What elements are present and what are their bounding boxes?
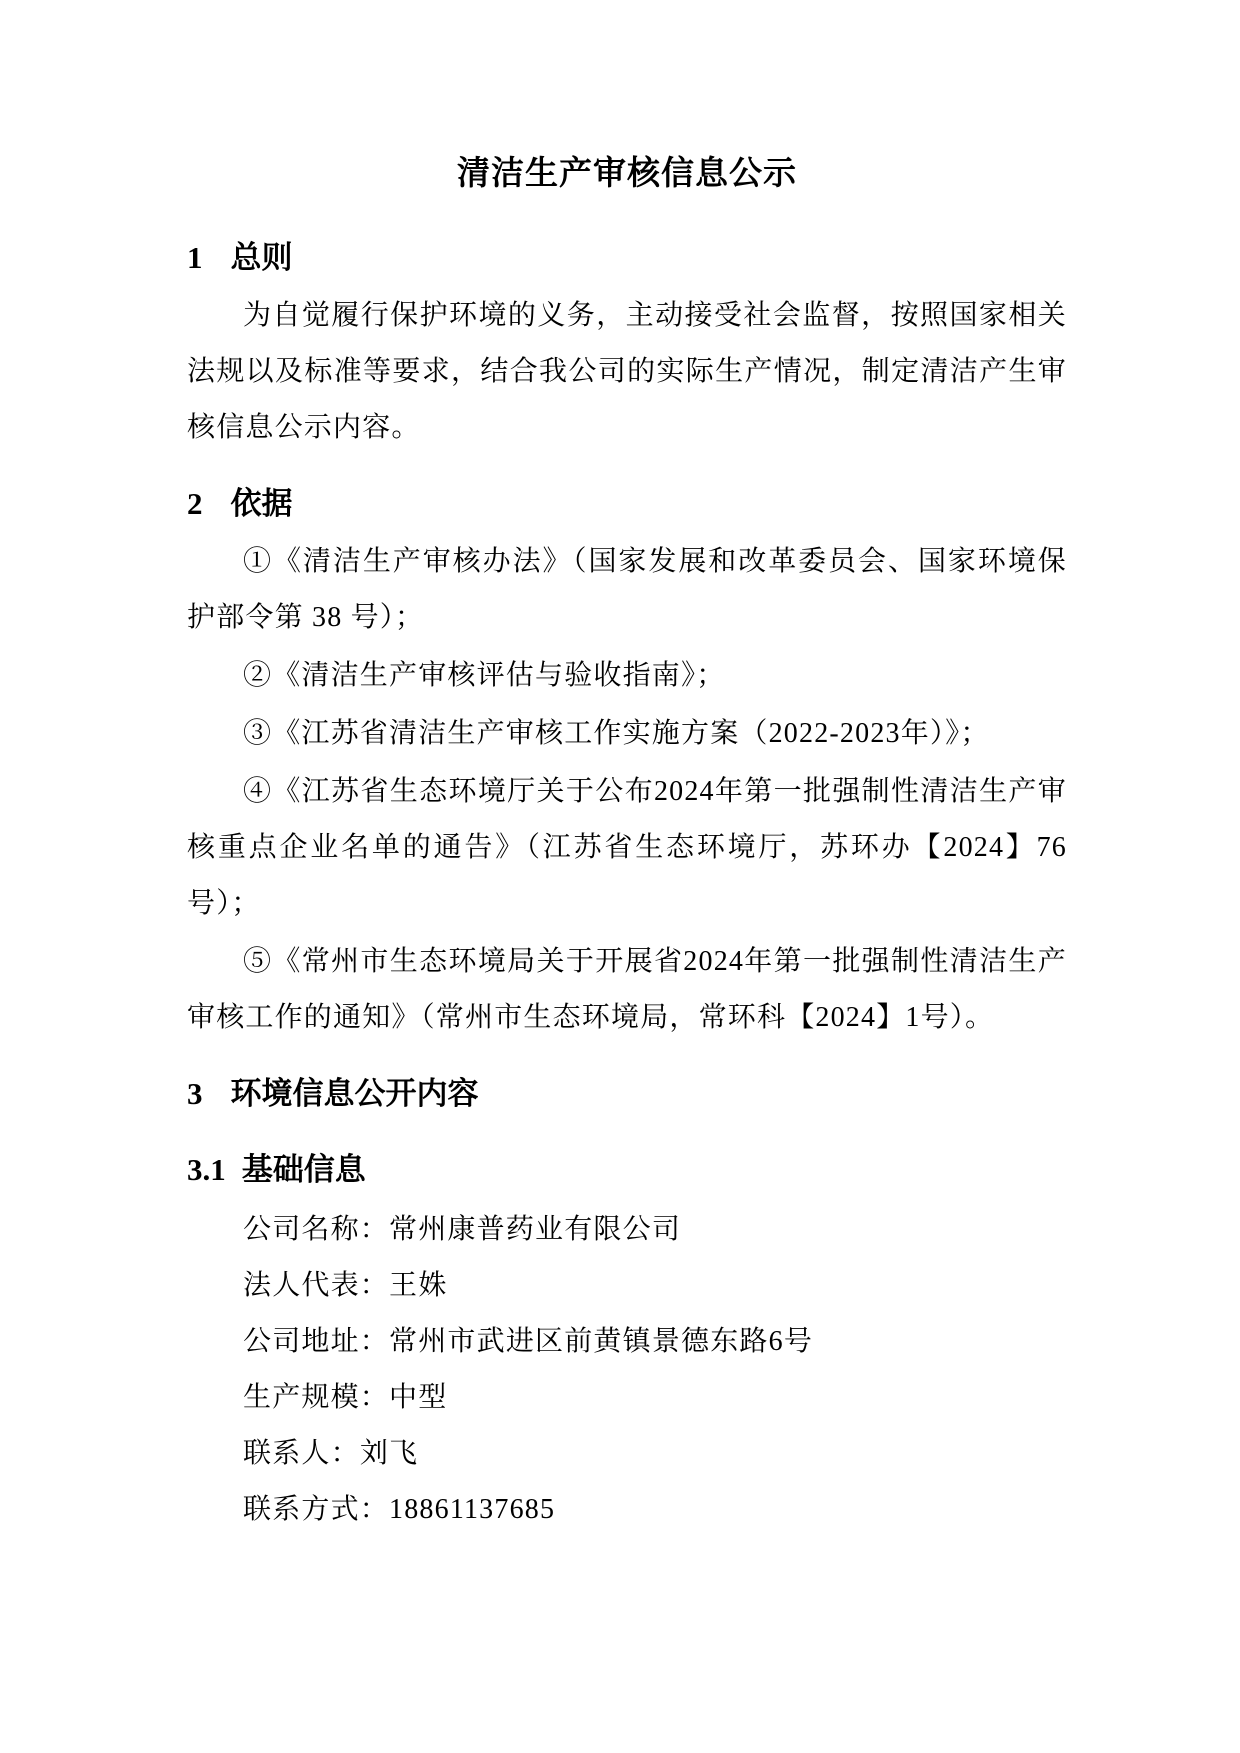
field-legal-representative-label: 法人代表： bbox=[243, 1270, 390, 1301]
section-3-heading bbox=[187, 1066, 1067, 1122]
field-contact-phone bbox=[187, 1482, 1067, 1538]
field-contact-person-label: 联系人： bbox=[243, 1438, 360, 1469]
field-contact-person-value: 刘飞 bbox=[359, 1438, 419, 1469]
section-1-paragraph: 为自觉履行保护环境的义务，主动接受社会监督，按照国家相关法规以及标准等要求，结合我公司的实际生产情况，制定清洁产生审核信息公示内容。 bbox=[187, 300, 1067, 443]
field-legal-representative-value: 王姝 bbox=[389, 1270, 448, 1301]
section-2-heading bbox=[187, 476, 1067, 532]
section-3-label: 环境信息公开内容 bbox=[230, 1076, 479, 1111]
basis-item-3: ③《江苏省清洁生产审核工作实施方案（2022-2023年）》； bbox=[243, 718, 990, 749]
field-company-address-label: 公司地址： bbox=[243, 1326, 390, 1357]
section-3-1-label: 基础信息 bbox=[241, 1152, 366, 1187]
basis-item-2: ②《清洁生产审核评估与验收指南》； bbox=[243, 660, 726, 691]
section-1-number: 1 bbox=[187, 240, 203, 275]
basis-item-5: ⑤《常州市生态环境局关于开展省2024年第一批强制性清洁生产审核工作的通知》（常州市生态环境局，常环科【2024】1号）。 bbox=[187, 946, 1067, 1033]
field-company-address-value: 常州市武进区前黄镇景德东路6号 bbox=[389, 1326, 814, 1357]
basis-item-1: ①《清洁生产审核办法》（国家发展和改革委员会、国家环境保护部令第 38 号）； bbox=[187, 546, 1067, 633]
section-2-number: 2 bbox=[187, 486, 203, 521]
field-contact-phone-label: 联系方式： bbox=[243, 1494, 390, 1525]
basis-item-4: ④《江苏省生态环境厅关于公布2024年第一批强制性清洁生产审核重点企业名单的通告》（江苏省生态环境厅，苏环办【2024】76号）； bbox=[187, 776, 1067, 919]
section-1-label: 总则 bbox=[230, 240, 293, 275]
field-company-name-value: 常州康普药业有限公司 bbox=[389, 1214, 682, 1245]
section-3-number: 3 bbox=[187, 1076, 203, 1111]
field-contact-phone-value: 18861137685 bbox=[389, 1494, 556, 1525]
field-company-address bbox=[187, 1314, 1067, 1370]
field-company-name bbox=[187, 1202, 1067, 1258]
field-production-scale-value: 中型 bbox=[389, 1382, 448, 1413]
field-production-scale-label: 生产规模： bbox=[243, 1382, 390, 1413]
section-3-1-number: 3.1 bbox=[187, 1152, 226, 1187]
field-company-name-label: 公司名称： bbox=[243, 1214, 390, 1245]
field-production-scale bbox=[187, 1370, 1067, 1426]
field-legal-representative bbox=[187, 1258, 1067, 1314]
section-2-label: 依据 bbox=[230, 486, 293, 521]
field-contact-person bbox=[187, 1426, 1067, 1482]
basic-info-fields bbox=[187, 1202, 1067, 1538]
section-3-1-heading bbox=[187, 1142, 1067, 1198]
section-1-heading bbox=[187, 230, 1067, 286]
document-title: 清洁生产审核信息公示 bbox=[457, 156, 797, 192]
